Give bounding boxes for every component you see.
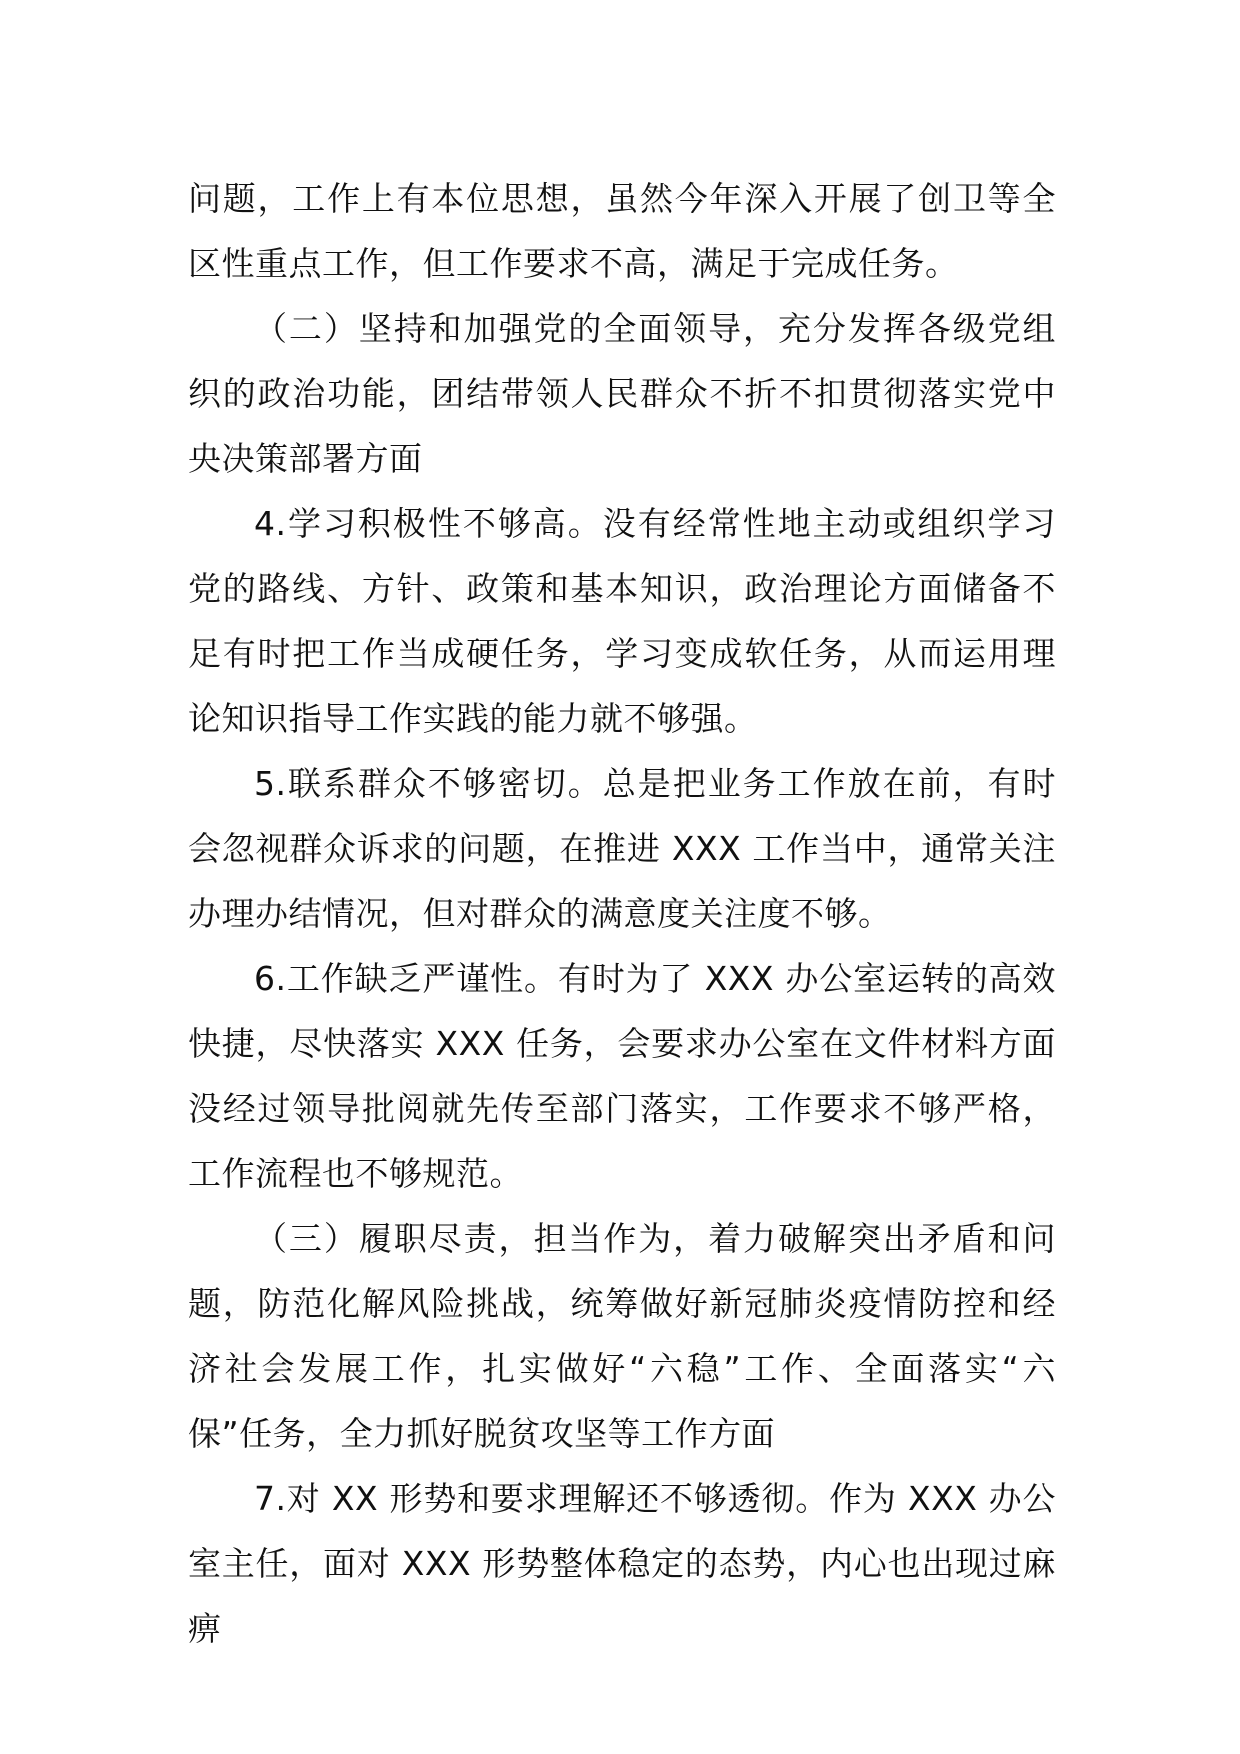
paragraph-item-7: 7.对 XX 形势和要求理解还不够透彻。作为 XXX 办公室主任，面对 XXX 形势整体稳定的态势，内心也出现过麻痹 bbox=[188, 1479, 1056, 1648]
paragraph-continuation: 问题，工作上有本位思想，虽然今年深入开展了创卫等全区性重点工作，但工作要求不高，满足于完成任务。 bbox=[188, 179, 1056, 283]
section-heading-three: （三）履职尽责，担当作为，着力破解突出矛盾和问题，防范化解风险挑战，统筹做好新冠肺炎疫情防控和经济社会发展工作，扎实做好“六稳”工作、全面落实“六保”任务，全力抓好脱贫攻坚等工作方面 bbox=[188, 1219, 1056, 1453]
paragraph-item-5: 5.联系群众不够密切。总是把业务工作放在前，有时会忽视群众诉求的问题，在推进 XXX 工作当中，通常关注办理办结情况，但对群众的满意度关注度不够。 bbox=[188, 764, 1056, 933]
section-heading-two: （二）坚持和加强党的全面领导，充分发挥各级党组织的政治功能，团结带领人民群众不折不扣贯彻落实党中央决策部署方面 bbox=[188, 309, 1056, 478]
paragraph-item-4: 4.学习积极性不够高。没有经常性地主动或组织学习党的路线、方针、政策和基本知识，政治理论方面储备不足有时把工作当成硬任务，学习变成软任务，从而运用理论知识指导工作实践的能力就不够强。 bbox=[188, 504, 1056, 738]
document-body bbox=[188, 166, 1056, 1661]
paragraph-item-6: 6.工作缺乏严谨性。有时为了 XXX 办公室运转的高效快捷，尽快落实 XXX 任务，会要求办公室在文件材料方面没经过领导批阅就先传至部门落实，工作要求不够严格，工作流程也不够规范。 bbox=[188, 959, 1056, 1193]
